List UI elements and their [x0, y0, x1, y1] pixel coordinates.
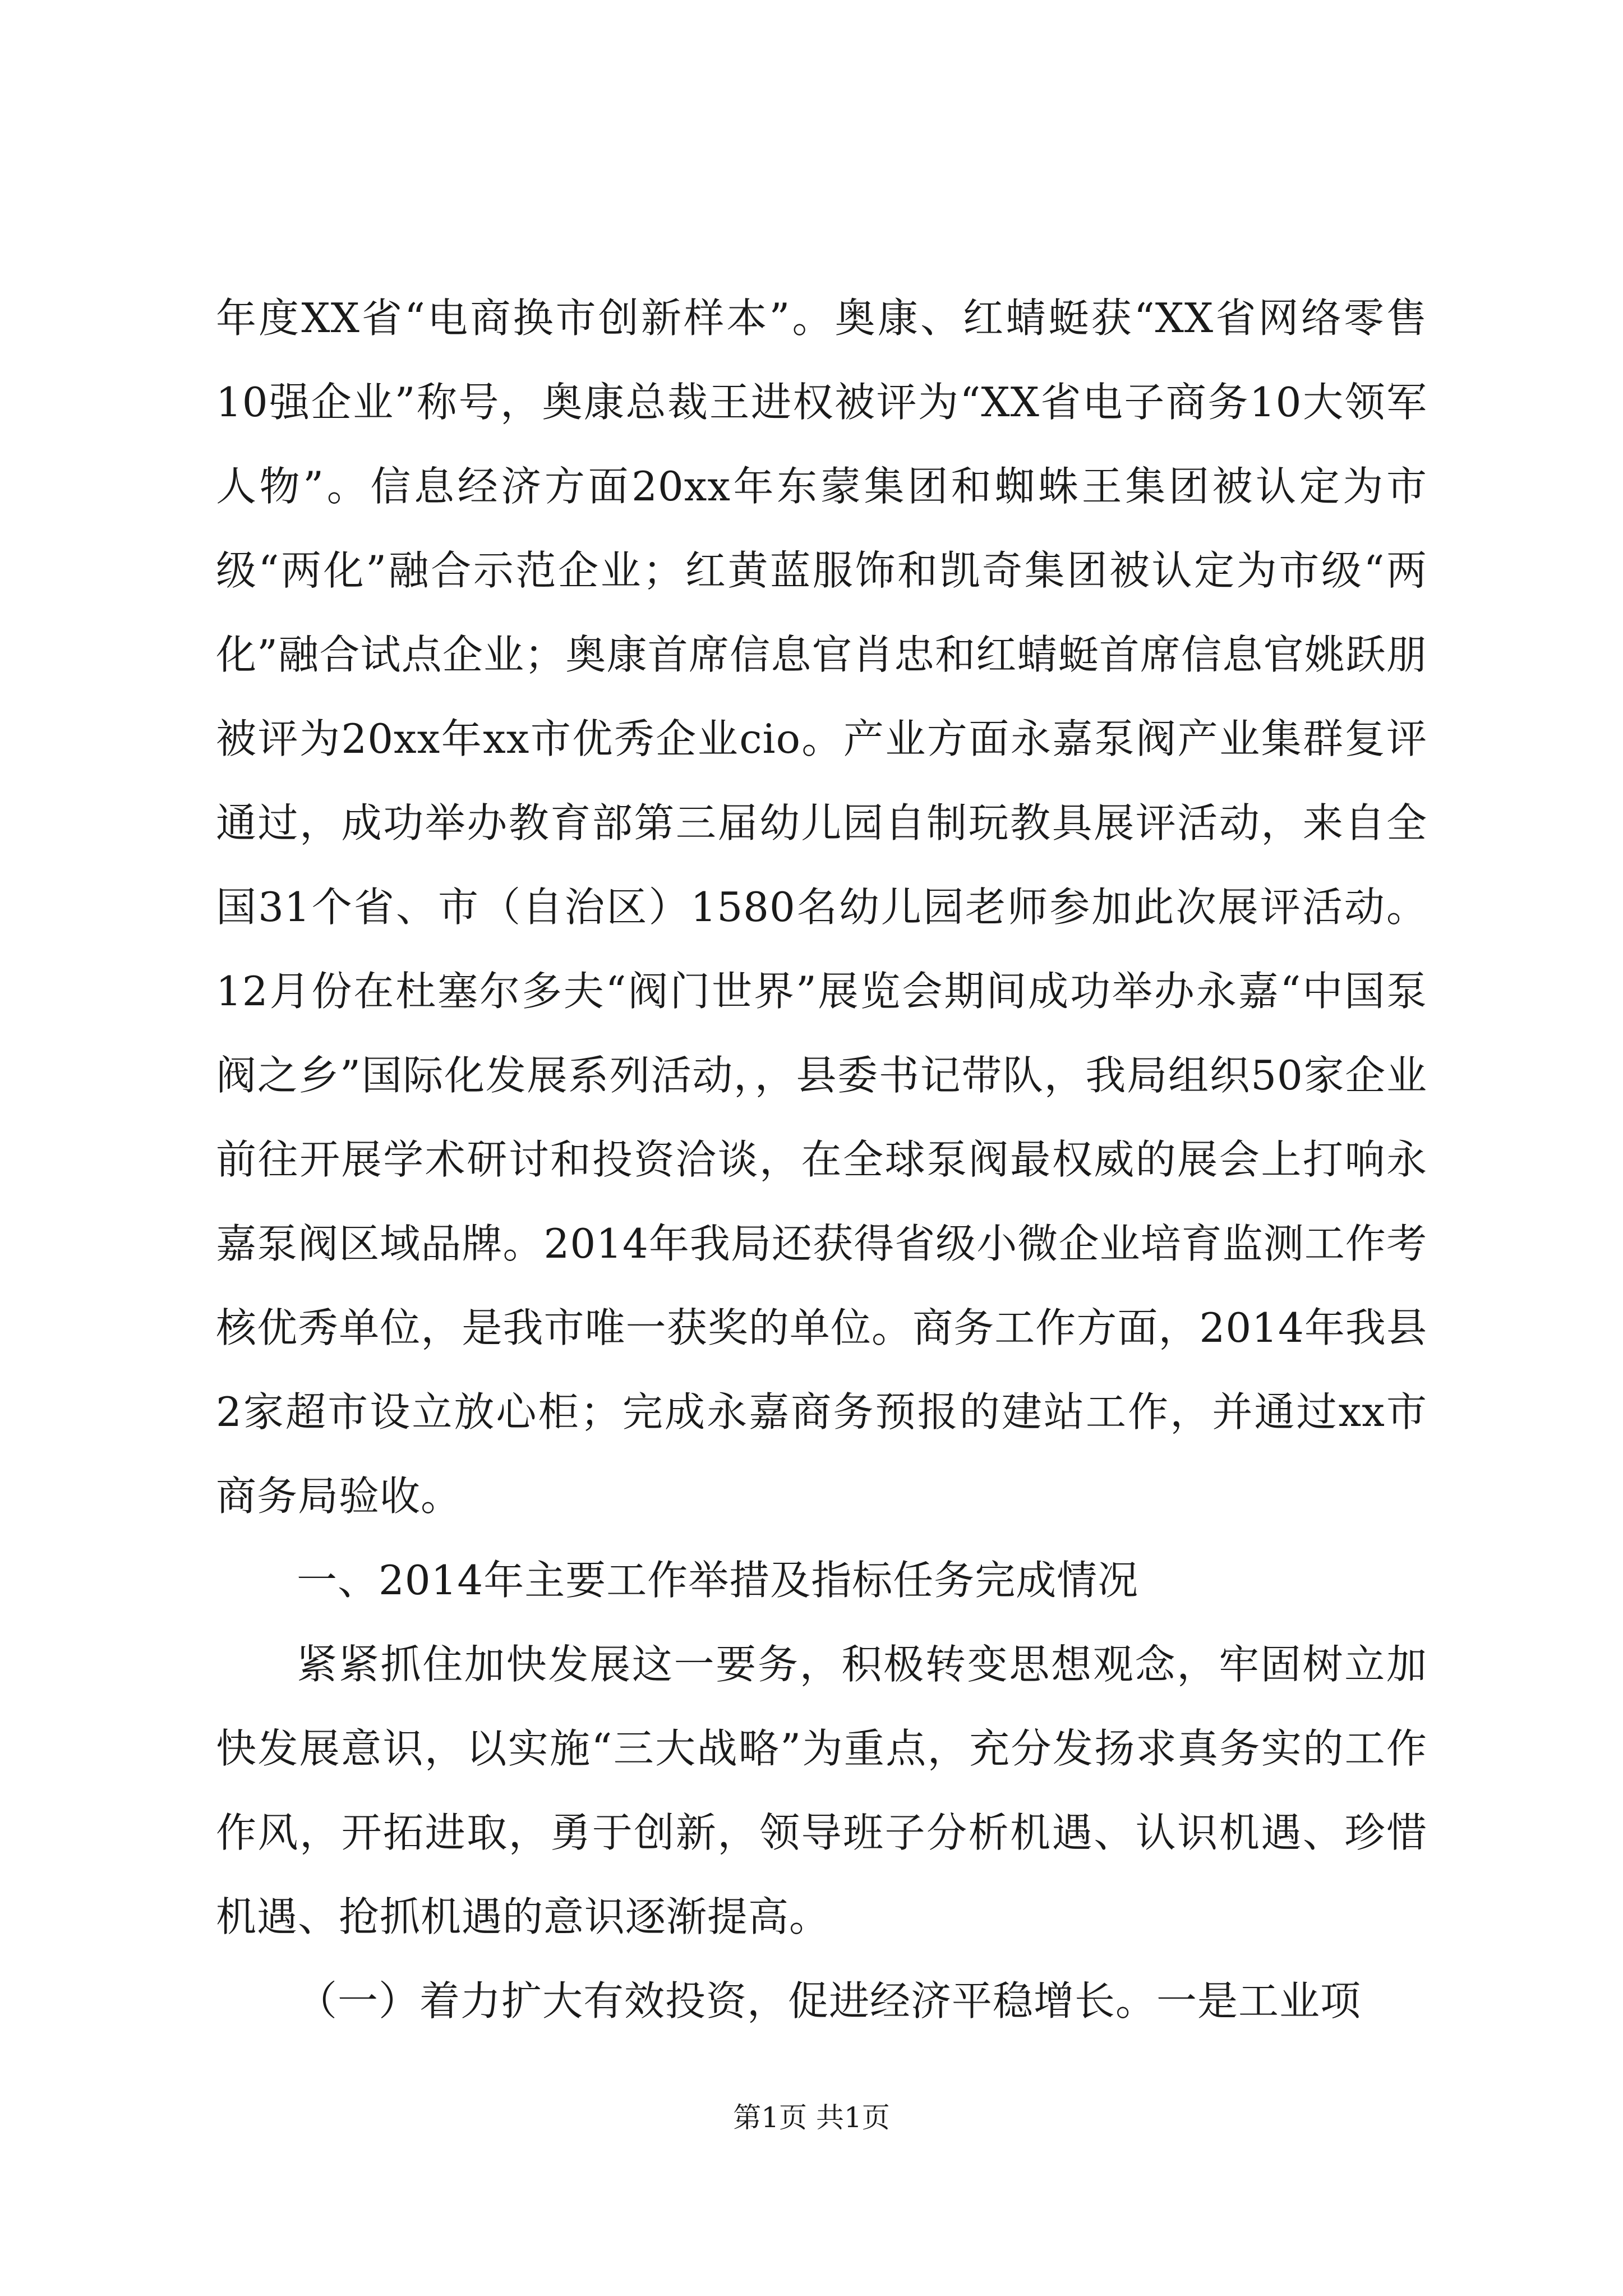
page-footer: 第1页 共1页	[733, 2101, 890, 2134]
subsection-paragraph: （一）着力扩大有效投资，促进经济平稳增长。一是工业项	[297, 1977, 1362, 2024]
paragraph: 紧紧抓住加快发展这一要务，积极转变思想观念，牢固树立加快发展意识，以实施“三大战略”为重点，充分发扬求真务实的工作作风，开拓进取，勇于创新，领导班子分析机遇、认识机遇、珍惜机遇、抢抓机遇的意识逐渐提高。	[216, 1641, 1427, 1940]
section-heading: 一、2014年主要工作举措及指标任务完成情况	[297, 1557, 1139, 1604]
document-body	[216, 276, 1427, 2043]
paragraph-continuation: 年度XX省“电商换市创新样本”。奥康、红蜻蜓获“XX省网络零售10强企业”称号，奥康总裁王进权被评为“XX省电子商务10大领军人物”。信息经济方面20xx年东蒙集团和蜘蛛王集团被认定为市级“两化”融合示范企业；红黄蓝服饰和凯奇集团被认定为市级“两化”融合试点企业；奥康首席信息官肖忠和红蜻蜓首席信息官姚跃朋被评为20xx年xx市优秀企业cio。产业方面永嘉泵阀产业集群复评通过，成功举办教育部第三届幼儿园自制玩教具展评活动，来自全国31个省、市（自治区）1580名幼儿园老师参加此次展评活动。12月份在杜塞尔多夫“阀门世界”展览会期间成功举办永嘉“中国泵阀之乡”国际化发展系列活动，，县委书记带队，我局组织50家企业前往开展学术研讨和投资洽谈，在全球泵阀最权威的展会上打响永嘉泵阀区域品牌。2014年我局还获得省级小微企业培育监测工作考核优秀单位，是我市唯一获奖的单位。商务工作方面，2014年我县2家超市设立放心柜；完成永嘉商务预报的建站工作，并通过xx市商务局验收。	[216, 295, 1427, 1520]
